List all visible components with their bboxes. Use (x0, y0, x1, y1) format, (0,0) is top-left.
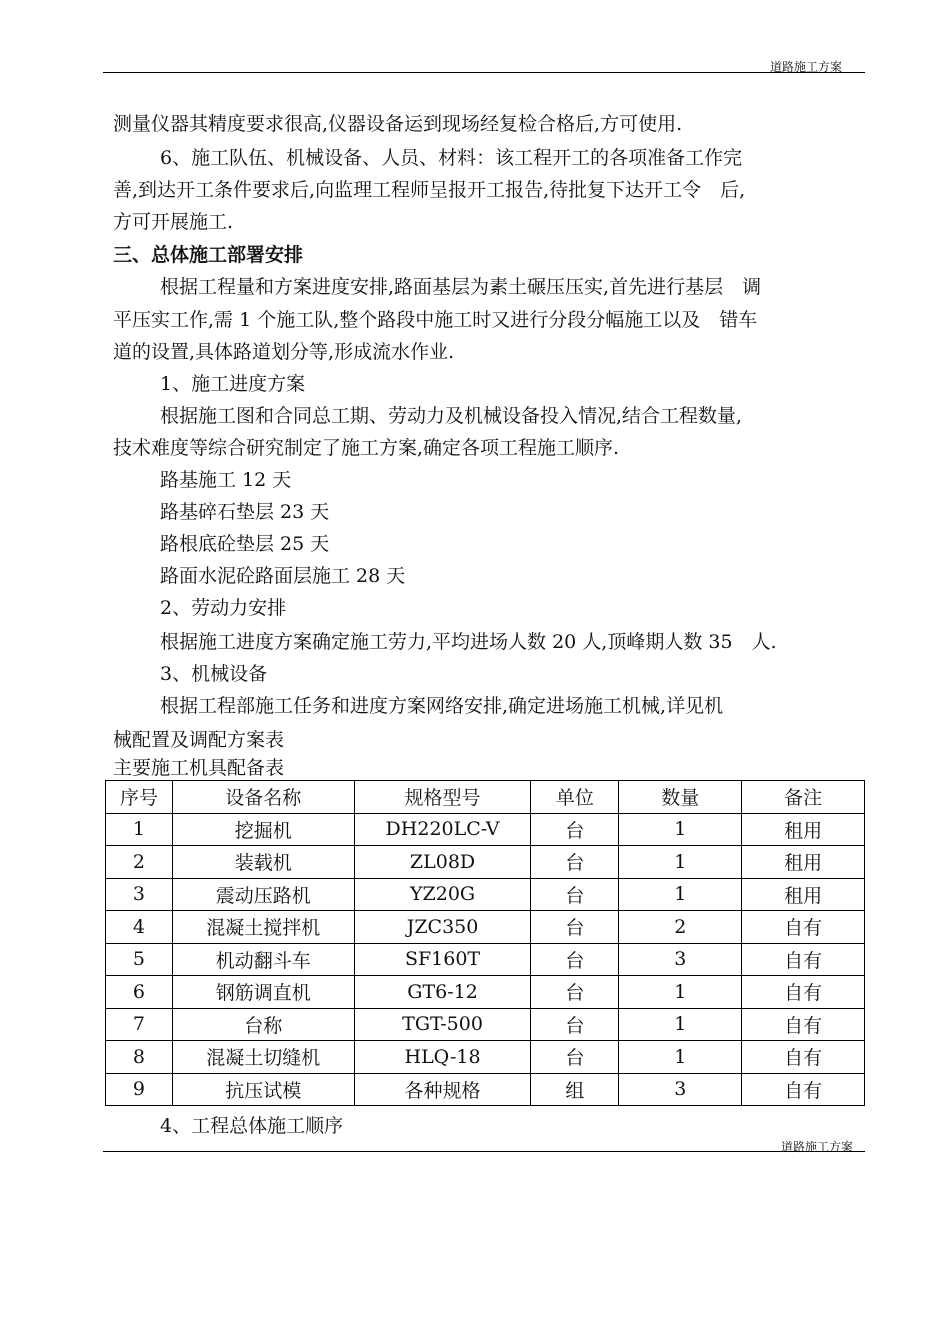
schedule-item: 路面水泥砼路面层施工 28 天 (160, 565, 406, 587)
table-cell: 组 (531, 1073, 619, 1106)
table-cell: 租用 (742, 846, 865, 879)
paragraph-measuring: 测量仪器其精度要求很高,仪器设备运到现场经复检合格后,方可使用. (113, 113, 683, 135)
table-cell: 1 (619, 1008, 742, 1041)
header-cell-model: 规格型号 (354, 781, 531, 814)
header-cell-index: 序号 (106, 781, 173, 814)
table-cell: 3 (619, 1073, 742, 1106)
table-row (106, 1008, 865, 1041)
table-cell: 2 (106, 846, 173, 879)
table-cell: 1 (619, 813, 742, 846)
table-cell: 6 (106, 976, 173, 1009)
header-cell-quantity: 数量 (619, 781, 742, 814)
table-row (106, 813, 865, 846)
paragraph-labor: 根据施工进度方案确定施工劳力,平均进场人数 20 人,顶峰期人数 35 人. (160, 631, 777, 653)
paragraph-deploy-line2: 平压实工作,需 1 个施工队,整个路段中施工时又进行分段分幅施工以及 错车 (113, 309, 758, 331)
paragraph-schedule-line2: 技术难度等综合研究制定了施工方案,确定各项工程施工顺序. (113, 437, 620, 459)
table-cell: 7 (106, 1008, 173, 1041)
table-row (106, 976, 865, 1009)
paragraph-schedule-line1: 根据施工图和合同总工期、劳动力及机械设备投入情况,结合工程数量, (160, 405, 743, 427)
subheading-sequence: 4、工程总体施工顺序 (160, 1115, 344, 1137)
table-cell: 各种规格 (354, 1073, 531, 1106)
table-cell: 自有 (742, 976, 865, 1009)
table-cell: 台称 (172, 1008, 354, 1041)
table-cell: TGT-500 (354, 1008, 531, 1041)
schedule-item: 路根底砼垫层 25 天 (160, 533, 330, 555)
table-cell: 自有 (742, 1073, 865, 1106)
table-cell: GT6-12 (354, 976, 531, 1009)
table-cell: 混凝土切缝机 (172, 1041, 354, 1074)
table-cell: 混凝土搅拌机 (172, 911, 354, 944)
subheading-machinery: 3、机械设备 (160, 663, 268, 685)
table-cell: 自有 (742, 911, 865, 944)
table-row (106, 943, 865, 976)
table-cell: 台 (531, 813, 619, 846)
table-row (106, 1041, 865, 1074)
header-cell-name: 设备名称 (172, 781, 354, 814)
table-cell: 挖掘机 (172, 813, 354, 846)
table-cell: ZL08D (354, 846, 531, 879)
table-cell: 装载机 (172, 846, 354, 879)
table-cell: 租用 (742, 813, 865, 846)
schedule-item: 路基施工 12 天 (160, 469, 292, 491)
subheading-schedule: 1、施工进度方案 (160, 373, 306, 395)
table-cell: 自有 (742, 1008, 865, 1041)
footer-rule (103, 1151, 865, 1152)
schedule-item: 路基碎石垫层 23 天 (160, 501, 330, 523)
table-cell: 台 (531, 1008, 619, 1041)
table-cell: 台 (531, 846, 619, 879)
table-cell: 自有 (742, 1041, 865, 1074)
table-cell: 4 (106, 911, 173, 944)
table-cell: 台 (531, 1041, 619, 1074)
table-cell: 5 (106, 943, 173, 976)
equipment-table (105, 780, 865, 1106)
table-title: 主要施工机具配备表 (113, 757, 285, 779)
table-cell: 2 (619, 911, 742, 944)
table-cell: SF160T (354, 943, 531, 976)
paragraph-machinery-line2: 械配置及调配方案表 (113, 729, 285, 751)
table-cell: 8 (106, 1041, 173, 1074)
table-row (106, 911, 865, 944)
running-header: 道路施工方案 (769, 60, 842, 74)
subheading-labor: 2、劳动力安排 (160, 597, 287, 619)
table-cell: 1 (619, 976, 742, 1009)
table-cell: 3 (619, 943, 742, 976)
running-footer: 道路施工方案 (780, 1140, 853, 1154)
table-cell: 台 (531, 911, 619, 944)
table-cell: 机动翻斗车 (172, 943, 354, 976)
paragraph-deploy-line1: 根据工程量和方案进度安排,路面基层为素土碾压压实,首先进行基层 调 (160, 276, 762, 298)
paragraph-team-line2: 善,到达开工条件要求后,向监理工程师呈报开工报告,待批复下达开工令 后, (113, 179, 746, 201)
paragraph-team-line3: 方可开展施工. (113, 211, 234, 233)
table-cell: DH220LC-V (354, 813, 531, 846)
table-cell: 1 (619, 878, 742, 911)
table-cell: 租用 (742, 878, 865, 911)
paragraph-deploy-line3: 道的设置,具体路道划分等,形成流水作业. (113, 341, 455, 363)
table-row (106, 1073, 865, 1106)
table-cell: 震动压路机 (172, 878, 354, 911)
table-cell: 台 (531, 976, 619, 1009)
table-cell: HLQ-18 (354, 1041, 531, 1074)
table-cell: 1 (106, 813, 173, 846)
table-cell: 3 (106, 878, 173, 911)
table-cell: YZ20G (354, 878, 531, 911)
table-row (106, 846, 865, 879)
section-heading-3: 三、总体施工部署安排 (113, 244, 304, 266)
header-rule (103, 72, 865, 73)
table-header-row (106, 781, 865, 814)
header-cell-remark: 备注 (742, 781, 865, 814)
table-cell: 钢筋调直机 (172, 976, 354, 1009)
table-cell: 1 (619, 1041, 742, 1074)
table-cell: 1 (619, 846, 742, 879)
table-cell: JZC350 (354, 911, 531, 944)
paragraph-team-line1: 6、施工队伍、机械设备、人员、材料：该工程开工的各项准备工作完 (160, 147, 743, 169)
table-cell: 台 (531, 943, 619, 976)
table-cell: 9 (106, 1073, 173, 1106)
table-cell: 自有 (742, 943, 865, 976)
table-cell: 抗压试模 (172, 1073, 354, 1106)
paragraph-machinery-line1: 根据工程部施工任务和进度方案网络安排,确定进场施工机械,详见机 (160, 695, 724, 717)
table-row (106, 878, 865, 911)
header-cell-unit: 单位 (531, 781, 619, 814)
table-cell: 台 (531, 878, 619, 911)
